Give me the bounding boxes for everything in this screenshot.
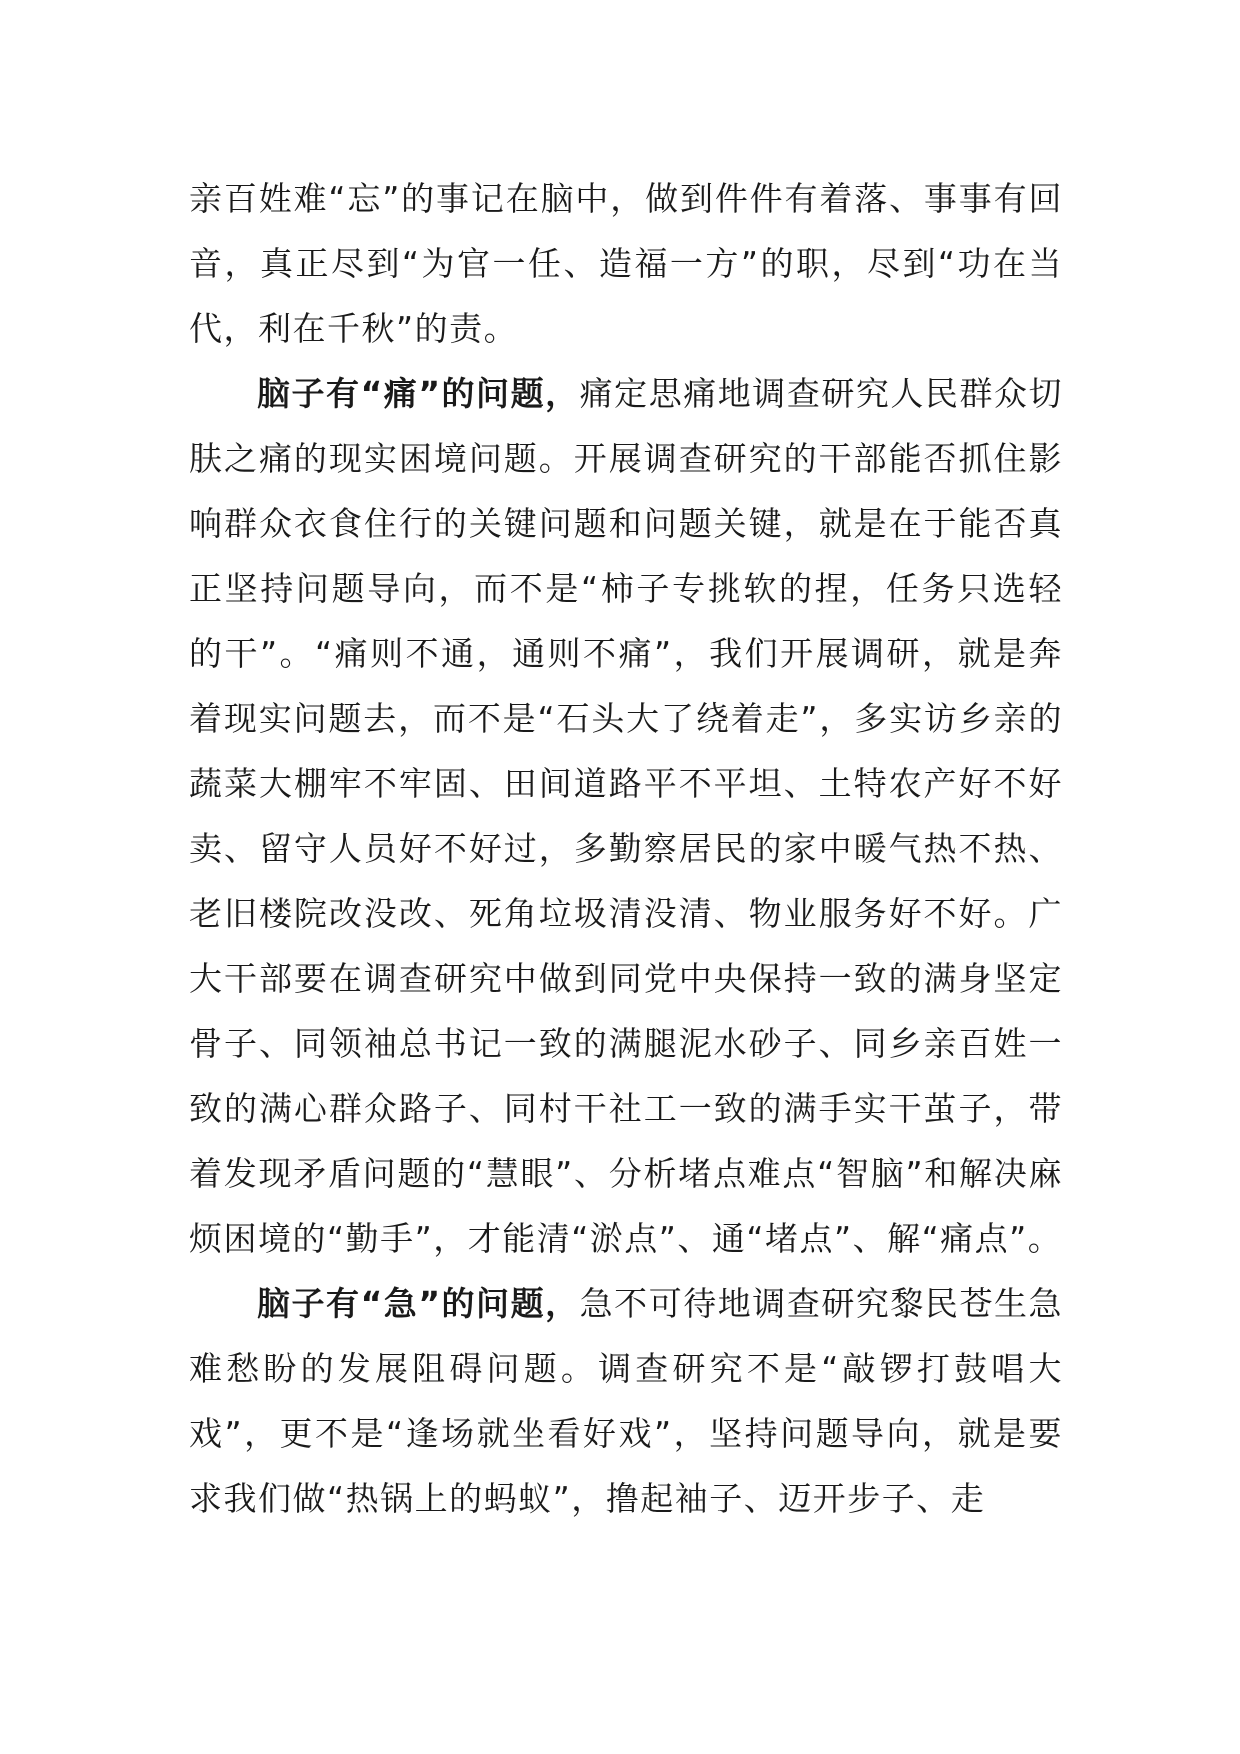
paragraph-urgent (189, 1271, 1063, 1531)
paragraph-pain (189, 361, 1063, 1271)
paragraph-lead: 脑子有“痛”的问题， (257, 374, 580, 413)
document-body (189, 166, 1063, 1531)
paragraph-continued (189, 166, 1063, 361)
paragraph-lead: 脑子有“急”的问题， (257, 1284, 580, 1323)
paragraph-text: 痛定思痛地调查研究人民群众切肤之痛的现实困境问题。开展调查研究的干部能否抓住影响群众衣食住行的关键问题和问题关键，就是在于能否真正坚持问题导向，而不是“柿子专挑软的捏，任务只选轻的干”。“痛则不通，通则不痛”，我们开展调研，就是奔着现实问题去，而不是“石头大了绕着走”，多实访乡亲的蔬菜大棚牢不牢固、田间道路平不平坦、土特农产好不好卖、留守人员好不好过，多勤察居民的家中暖气热不热、老旧楼院改没改、死角垃圾清没清、物业服务好不好。广大干部要在调查研究中做到同党中央保持一致的满身坚定骨子、同领袖总书记一致的满腿泥水砂子、同乡亲百姓一致的满心群众路子、同村干社工一致的满手实干茧子，带着发现矛盾问题的“慧眼”、分析堵点难点“智脑”和解决麻烦困境的“勤手”，才能清“淤点”、通“堵点”、解“痛点”。 (189, 374, 1064, 1258)
paragraph-text: 亲百姓难“忘”的事记在脑中，做到件件有着落、事事有回音，真正尽到“为官一任、造福一方”的职，尽到“功在当代，利在千秋”的责。 (189, 179, 1063, 348)
paragraph-text: 急不可待地调查研究黎民苍生急难愁盼的发展阻碍问题。调查研究不是“敲锣打鼓唱大戏”，更不是“逢场就坐看好戏”，坚持问题导向，就是要求我们做“热锅上的蚂蚁”，撸起袖子、迈开步子、走 (189, 1284, 1064, 1518)
